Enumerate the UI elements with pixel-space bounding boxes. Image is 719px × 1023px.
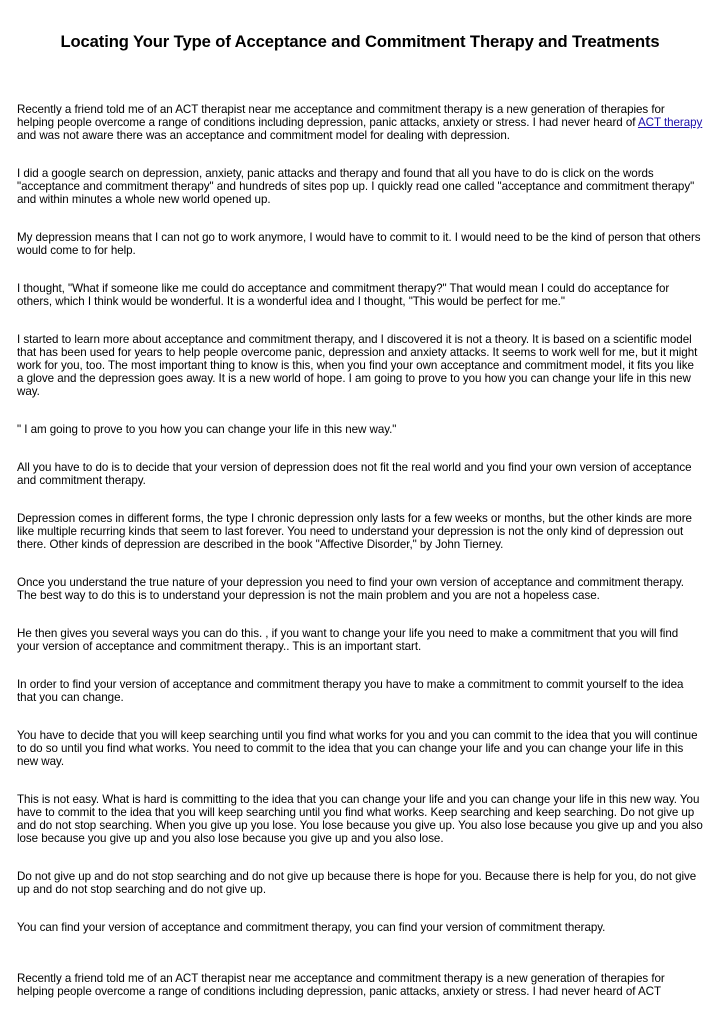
act-therapy-link[interactable]: ACT therapy [637, 116, 703, 129]
paragraph: He then gives you several ways you can do this. , if you want to change your life you need to make a commitment that you will find your version of acceptance and commitment therapy.. This is an important start. [17, 627, 679, 653]
paragraph: My depression means that I can not go to work anymore, I would have to commit to it. I would need to be the kind of person that others would come to for help. [17, 231, 701, 257]
paragraph-intro [17, 103, 703, 142]
paragraph: You can find your version of acceptance and commitment therapy, you can find your version of commitment therapy. [17, 921, 606, 934]
paragraph: Recently a friend told me of an ACT therapist near me acceptance and commitment therapy is a new generation of therapies for helping people overcome a range of conditions including depression, panic attacks, anxiety or stress. I had never heard of ACT [17, 972, 665, 998]
page-title: Locating Your Type of Acceptance and Commitment Therapy and Treatments [60, 32, 660, 51]
intro-text-after-link: and was not aware there was an acceptance and commitment model for dealing with depression. [17, 129, 510, 142]
paragraph: This is not easy. What is hard is committing to the idea that you can change your life and you can change your life in this new way. You have to commit to the idea that you will keep searching until you find what works. Keep searching and keep searching. Do not give up and do not stop searching. When you give up you lose. You lose because you give up. You also lose because you give up and you also lose because you give up and you also lose because you give up and you also lose. [17, 793, 703, 845]
intro-text-before-link: Recently a friend told me of an ACT therapist near me acceptance and commitment therapy is a new generation of therapies for helping people overcome a range of conditions including depression, panic attacks, anxiety or stress. I had never heard of [17, 103, 665, 129]
paragraph: All you have to do is to decide that your version of depression does not fit the real world and you find your own version of acceptance and commitment therapy. [17, 461, 692, 487]
paragraph: " I am going to prove to you how you can change your life in this new way." [17, 423, 397, 436]
paragraph: Once you understand the true nature of your depression you need to find your own version of acceptance and commitment therapy. The best way to do this is to understand your depression is not the main problem and you are not a hopeless case. [17, 576, 684, 602]
paragraph: Depression comes in different forms, the type I chronic depression only lasts for a few weeks or months, but the other kinds are more like multiple recurring kinds that seem to last forever. You need to understand your depression is not the only kind of depression out there. Other kinds of depression are described in the book "Affective Disorder," by John Tierney. [17, 512, 692, 551]
paragraph: I started to learn more about acceptance and commitment therapy, and I discovered it is not a theory. It is based on a scientific model that has been used for years to help people overcome panic, depression and anxiety attacks. It seems to work well for me, but it might work for you, too. The most important thing to know is this, when you find your own acceptance and commitment model, it fits you like a glove and the depression goes away. It is a new world of hope. I am going to prove to you how you can change your life in this new way. [17, 333, 698, 398]
article-body [17, 103, 703, 1023]
paragraph: In order to find your version of acceptance and commitment therapy you have to make a commitment to commit yourself to the idea that you can change. [17, 678, 684, 704]
paragraph: You have to decide that you will keep searching until you find what works for you and you can commit to the idea that you will continue to do so until you find what works. You need to commit to the idea that you can change your life and you can change your life in this new way. [17, 729, 698, 768]
paragraph: I did a google search on depression, anxiety, panic attacks and therapy and found that all you have to do is click on the words "acceptance and commitment therapy" and hundreds of sites pop up. I quickly read one called "acceptance and commitment therapy" and within minutes a whole new world opened up. [17, 167, 695, 206]
paragraph: I thought, "What if someone like me could do acceptance and commitment therapy?" That would mean I could do acceptance for others, which I think would be wonderful. It is a wonderful idea and I thought, "This would be perfect for me." [17, 282, 670, 308]
paragraph: Do not give up and do not stop searching and do not give up because there is hope for you. Because there is help for you, do not give up and do not stop searching and do not give up. [17, 870, 697, 896]
